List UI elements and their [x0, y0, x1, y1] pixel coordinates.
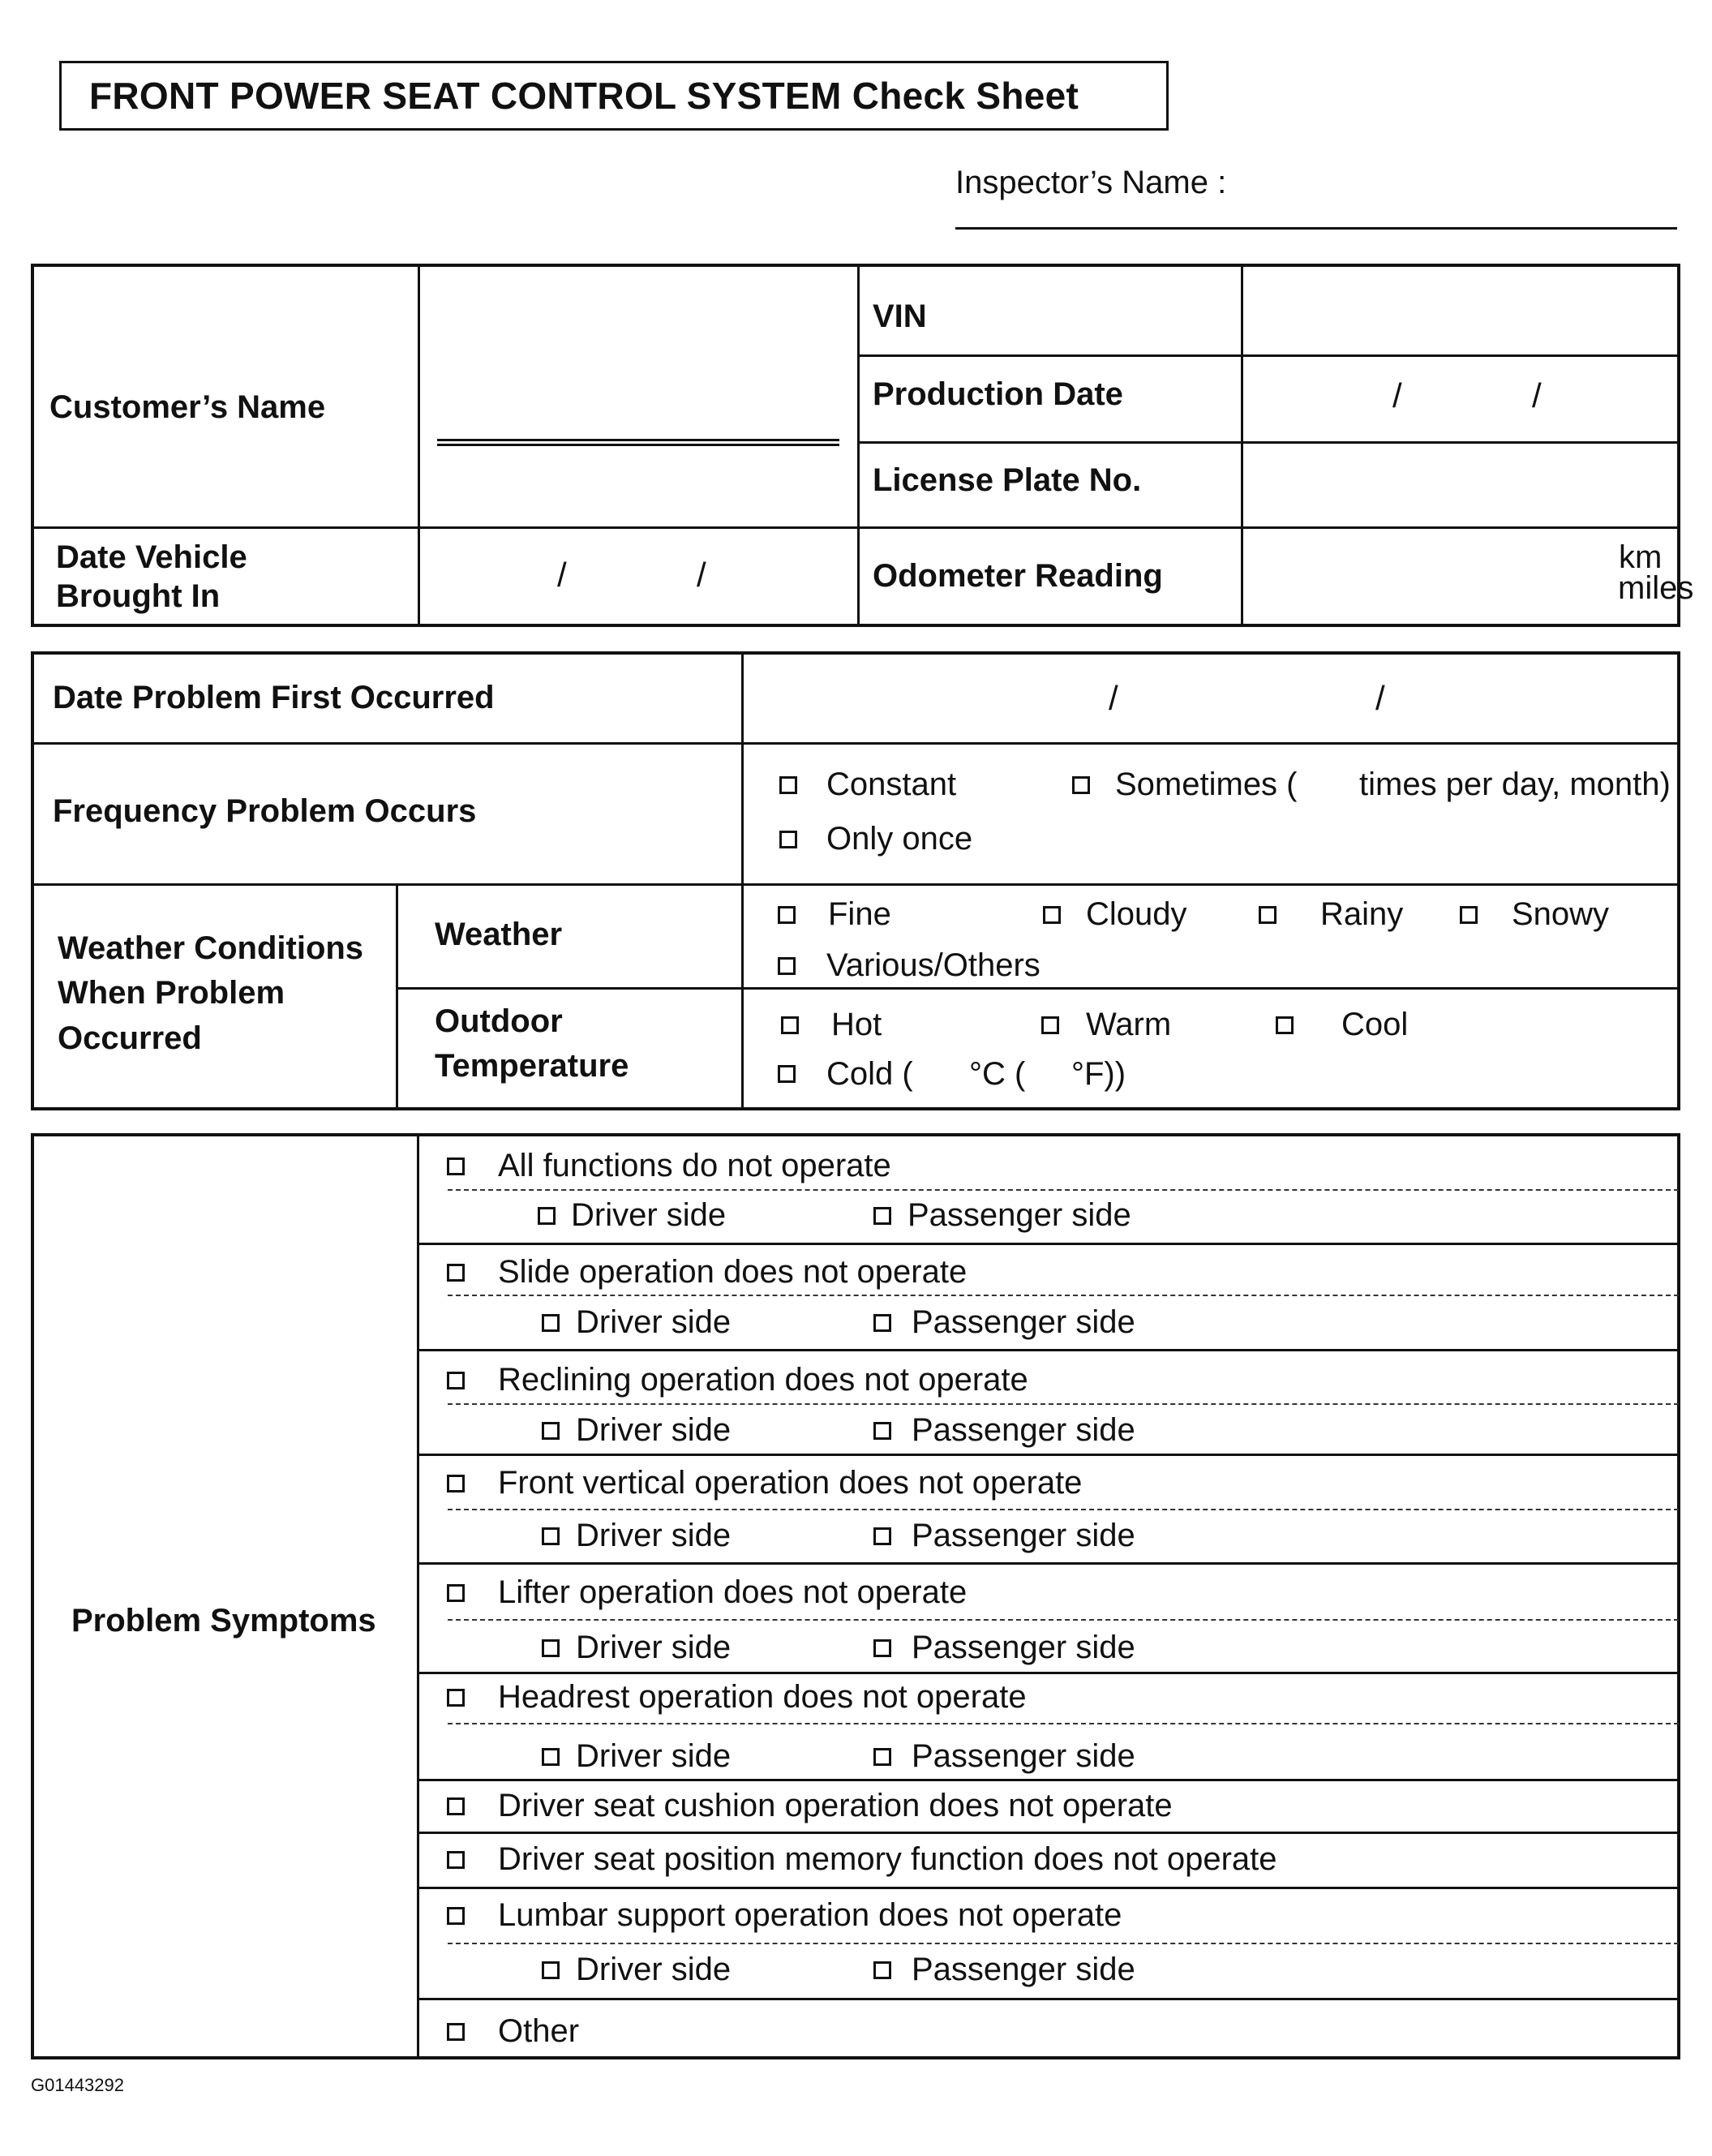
checkbox-front-vertical[interactable] [447, 1475, 465, 1492]
option-passenger-side: Passenger side [912, 1738, 1135, 1774]
option-passenger-side: Passenger side [912, 1304, 1135, 1340]
option-driver-side: Driver side [576, 1952, 732, 1987]
problem-occurrence-table [31, 651, 1680, 1110]
symptom-slide: Slide operation does not operate [498, 1254, 968, 1290]
date-first-occurred-field[interactable] [744, 655, 1680, 741]
option-cool: Cool [1341, 1007, 1409, 1042]
temp-fahrenheit: °F)) [1071, 1056, 1126, 1092]
unit-km: km [1619, 539, 1663, 575]
date-first-occurred-label: Date Problem First Occurred [53, 680, 495, 715]
checkbox-warm[interactable] [1041, 1016, 1059, 1034]
symptom-position-memory: Driver seat position memory function does not operate [498, 1841, 1277, 1877]
checkbox-headrest[interactable] [447, 1689, 465, 1707]
checkbox-driver-side[interactable] [542, 1314, 560, 1332]
odometer-label: Odometer Reading [873, 558, 1163, 594]
checkbox-constant[interactable] [779, 776, 797, 794]
temperature-label-1: Outdoor [435, 1003, 563, 1039]
option-driver-side: Driver side [576, 1412, 732, 1448]
unit-miles: miles [1618, 570, 1694, 606]
production-date-label: Production Date [873, 376, 1123, 412]
option-fine: Fine [828, 896, 891, 932]
checkbox-sometimes[interactable] [1072, 776, 1090, 794]
date-separator: / [1375, 679, 1385, 717]
checkbox-fine[interactable] [778, 906, 796, 924]
checkbox-passenger-side[interactable] [873, 1422, 891, 1440]
option-rainy: Rainy [1320, 896, 1404, 932]
symptom-headrest: Headrest operation does not operate [498, 1679, 1027, 1715]
temperature-label-2: Temperature [435, 1048, 629, 1084]
option-only-once: Only once [826, 821, 973, 857]
option-passenger-side: Passenger side [907, 1197, 1131, 1233]
option-sometimes: Sometimes ( [1115, 767, 1298, 802]
odometer-field[interactable] [1244, 529, 1694, 624]
date-separator: / [1392, 376, 1402, 414]
customer-name-field[interactable] [421, 270, 856, 525]
date-separator: / [1109, 679, 1118, 717]
checkbox-all-functions[interactable] [447, 1157, 465, 1175]
option-driver-side: Driver side [576, 1304, 732, 1340]
sheet-title: FRONT POWER SEAT CONTROL SYSTEM Check Sheet [89, 75, 1079, 117]
checkbox-passenger-side[interactable] [873, 1639, 891, 1657]
symptom-front-vertical: Front vertical operation does not operate [498, 1465, 1083, 1501]
option-driver-side: Driver side [576, 1738, 732, 1774]
symptom-lumbar: Lumbar support operation does not operate [498, 1897, 1122, 1933]
production-date-field[interactable] [1244, 357, 1680, 440]
option-passenger-side: Passenger side [912, 1630, 1135, 1665]
option-constant: Constant [826, 767, 957, 802]
checkbox-driver-side[interactable] [542, 1961, 560, 1979]
checkbox-rainy[interactable] [1259, 906, 1276, 924]
problem-symptoms-table [31, 1133, 1680, 2059]
weather-group-label-2: When Problem [58, 975, 285, 1011]
checkbox-cool[interactable] [1276, 1016, 1294, 1034]
checkbox-driver-side[interactable] [542, 1422, 560, 1440]
checkbox-reclining[interactable] [447, 1372, 465, 1389]
problem-symptoms-label: Problem Symptoms [71, 1603, 376, 1638]
checkbox-driver-side[interactable] [542, 1748, 560, 1766]
checkbox-passenger-side[interactable] [873, 1748, 891, 1766]
option-cold: Cold ( [826, 1056, 913, 1092]
option-passenger-side: Passenger side [912, 1952, 1135, 1987]
temp-celsius: °C ( [969, 1056, 1026, 1092]
date-separator: / [557, 556, 567, 594]
symptom-other: Other [498, 2013, 580, 2049]
option-driver-side: Driver side [576, 1518, 732, 1553]
customer-name-label: Customer’s Name [49, 389, 326, 425]
option-cloudy: Cloudy [1086, 896, 1187, 932]
inspector-name-field[interactable] [955, 227, 1677, 230]
checkbox-passenger-side[interactable] [873, 1314, 891, 1332]
checkbox-only-once[interactable] [779, 831, 797, 848]
option-passenger-side: Passenger side [912, 1412, 1135, 1448]
option-hot: Hot [831, 1007, 882, 1042]
checkbox-snowy[interactable] [1460, 906, 1478, 924]
checkbox-seat-cushion[interactable] [447, 1797, 465, 1815]
option-various: Various/Others [826, 947, 1041, 983]
weather-label: Weather [435, 917, 563, 952]
date-brought-in-label-2: Brought In [56, 578, 221, 614]
checkbox-lumbar[interactable] [447, 1907, 465, 1925]
symptom-seat-cushion: Driver seat cushion operation does not operate [498, 1788, 1173, 1823]
checkbox-driver-side[interactable] [542, 1639, 560, 1657]
symptom-lifter: Lifter operation does not operate [498, 1574, 968, 1610]
inspector-name-label: Inspector’s Name : [955, 165, 1227, 200]
date-separator: / [697, 556, 706, 594]
option-passenger-side: Passenger side [912, 1518, 1135, 1553]
date-separator: / [1532, 376, 1542, 414]
checkbox-driver-side[interactable] [538, 1207, 556, 1225]
checkbox-cloudy[interactable] [1043, 906, 1061, 924]
checkbox-various[interactable] [778, 957, 796, 975]
checkbox-lifter[interactable] [447, 1584, 465, 1602]
date-brought-in-field[interactable] [421, 529, 856, 624]
vin-label: VIN [873, 298, 927, 334]
checkbox-driver-side[interactable] [542, 1527, 560, 1545]
symptom-reclining: Reclining operation does not operate [498, 1362, 1028, 1398]
checkbox-position-memory[interactable] [447, 1851, 465, 1869]
frequency-label: Frequency Problem Occurs [53, 793, 477, 829]
date-brought-in-label-1: Date Vehicle [56, 539, 247, 575]
checkbox-slide[interactable] [447, 1264, 465, 1282]
vehicle-info-table [31, 264, 1694, 627]
option-warm: Warm [1086, 1007, 1172, 1042]
weather-group-label-1: Weather Conditions [58, 930, 364, 966]
license-plate-label: License Plate No. [873, 462, 1142, 498]
checkbox-other[interactable] [447, 2023, 465, 2041]
checkbox-passenger-side[interactable] [873, 1961, 891, 1979]
figure-id: G01443292 [31, 2075, 124, 2095]
license-plate-field[interactable] [1244, 444, 1680, 525]
vin-field[interactable] [1244, 267, 1680, 353]
checkbox-passenger-side[interactable] [873, 1527, 891, 1545]
sheet-title-box [59, 61, 1169, 131]
option-sometimes-suffix: times per day, month) [1359, 767, 1671, 802]
option-snowy: Snowy [1512, 896, 1610, 932]
weather-group-label-3: Occurred [58, 1020, 202, 1056]
checkbox-hot[interactable] [781, 1016, 799, 1034]
checkbox-cold[interactable] [778, 1065, 796, 1083]
option-driver-side: Driver side [576, 1630, 732, 1665]
symptom-all-functions: All functions do not operate [498, 1148, 891, 1183]
checkbox-passenger-side[interactable] [873, 1207, 891, 1225]
option-driver-side: Driver side [571, 1197, 727, 1233]
